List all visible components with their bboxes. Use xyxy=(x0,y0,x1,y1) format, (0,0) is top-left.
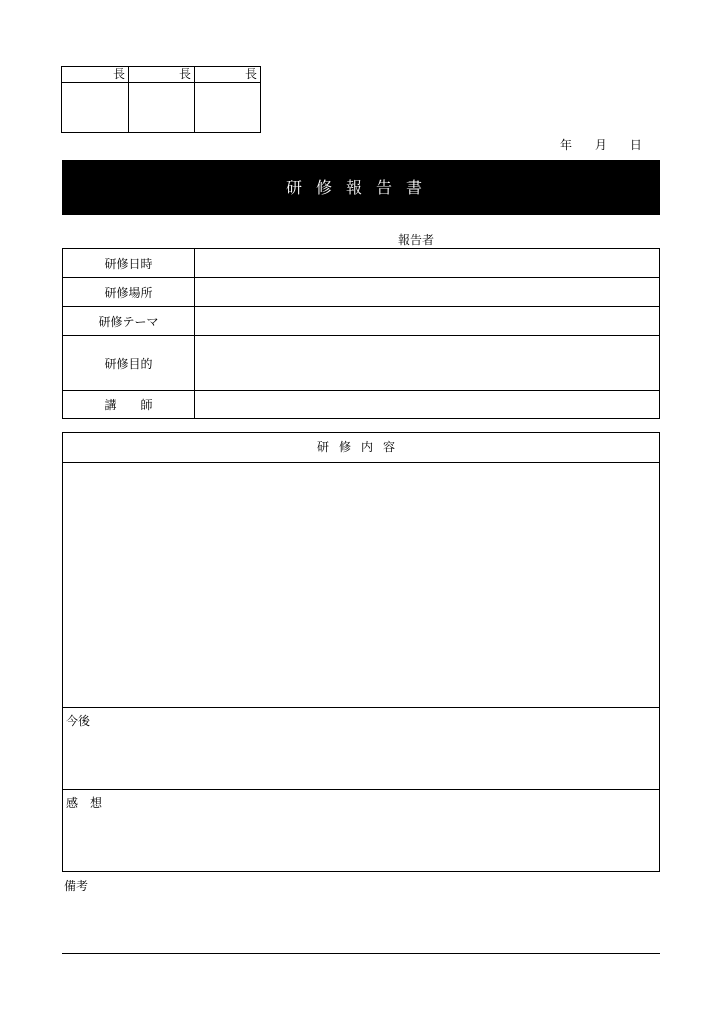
date-month: 月 xyxy=(594,138,607,152)
stamp-box[interactable] xyxy=(62,67,129,132)
impressions-field[interactable] xyxy=(63,791,659,869)
impressions-label: 感 想 xyxy=(66,796,103,810)
instructor-field[interactable] xyxy=(195,391,659,418)
reporter-label: 報告者 xyxy=(398,233,435,247)
purpose-field[interactable] xyxy=(195,336,659,390)
location-field[interactable] xyxy=(195,278,659,306)
training-content-box xyxy=(62,432,660,872)
divider xyxy=(63,707,659,708)
info-row-purpose xyxy=(63,336,659,391)
info-label: 研修テーマ xyxy=(63,307,195,335)
stamp-label: 長 xyxy=(128,67,194,83)
date-day: 日 xyxy=(629,138,642,152)
remarks-label: 備考 xyxy=(64,879,89,893)
info-row-location xyxy=(63,278,659,307)
stamp-box[interactable] xyxy=(194,67,260,132)
stamp-label: 長 xyxy=(194,67,260,83)
content-field[interactable] xyxy=(63,462,659,707)
future-field[interactable] xyxy=(63,709,659,789)
datetime-field[interactable] xyxy=(195,249,659,277)
info-row-datetime xyxy=(63,249,659,278)
date-line xyxy=(560,137,642,153)
info-label: 研修場所 xyxy=(63,278,195,306)
theme-field[interactable] xyxy=(195,307,659,335)
page-title: 研修報告書 xyxy=(62,160,660,215)
info-table xyxy=(62,248,660,419)
divider xyxy=(63,789,659,790)
remarks-field[interactable] xyxy=(62,895,660,951)
stamp-label: 長 xyxy=(62,67,128,83)
approval-stamp-table xyxy=(61,66,261,133)
date-year: 年 xyxy=(560,138,573,152)
info-label: 研修目的 xyxy=(63,336,195,390)
future-label: 今後 xyxy=(66,714,91,728)
info-label: 講 師 xyxy=(63,391,195,418)
bottom-rule xyxy=(62,953,660,954)
info-row-instructor xyxy=(63,391,659,418)
info-label: 研修日時 xyxy=(63,249,195,277)
content-heading: 研修内容 xyxy=(63,433,659,463)
stamp-box[interactable] xyxy=(128,67,195,132)
info-row-theme xyxy=(63,307,659,336)
